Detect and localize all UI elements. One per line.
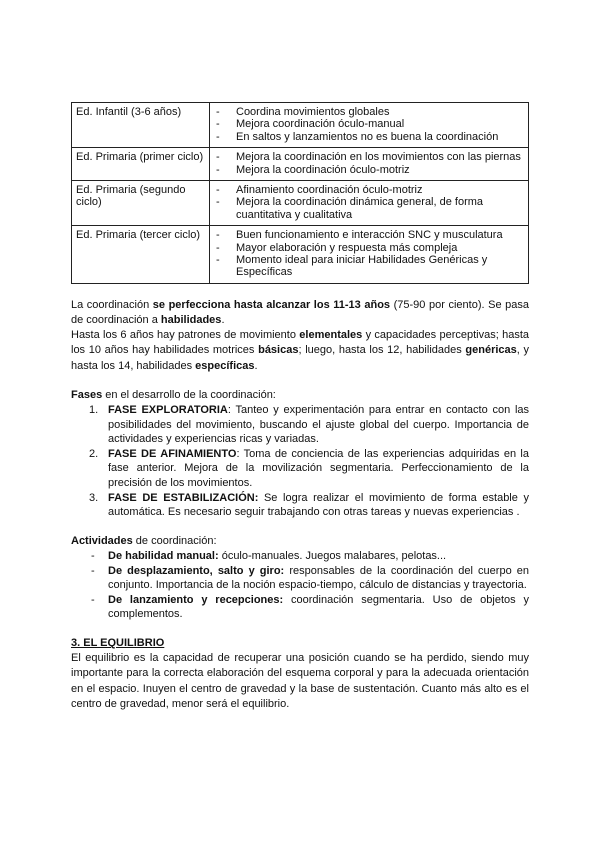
stage-cell: Ed. Primaria (primer ciclo)	[72, 148, 210, 181]
activities-heading: Actividades de coordinación:	[71, 534, 217, 547]
document-page	[71, 102, 529, 712]
coordination-stages-table	[71, 102, 529, 284]
table-row	[72, 103, 529, 148]
intro-paragraph-1: La coordinación se perfecciona hasta alcanzar los 11-13 años (75-90 por ciento). Se pasa de coordinación a habilidades.	[71, 298, 529, 327]
activities-list	[71, 549, 529, 622]
intro-paragraph-2: Hasta los 6 años hay patrones de movimiento elementales y capacidades perceptivas; hasta los 10 años hay habilidades motrices básicas; luego, hasta los 12, habilidades genéricas, y hasta los 14, habilidades específicas.	[71, 329, 530, 372]
list-item: - De habilidad manual: óculo-manuales. Juegos malabares, pelotas...	[91, 550, 447, 563]
list-item: - De desplazamiento, salto y giro: responsables de la coordinación del cuerpo en conjunto. Importancia de la noción espacio-tiempo, cálculo de distancias y trayectoria.	[91, 564, 530, 592]
list-item: 2. FASE DE AFINAMIENTO: Toma de conciencia de las experiencias adquiridas en la fase anterior. Mejora de la movilización segmentaria. Perfeccionamiento de la precisión de los movimientos.	[89, 447, 529, 490]
stage-cell: Ed. Primaria (tercer ciclo)	[72, 226, 210, 284]
characteristics-cell	[210, 103, 529, 148]
phases-heading: Fases en el desarrollo de la coordinación:	[71, 388, 276, 401]
table-row	[72, 148, 529, 181]
stage-cell: Ed. Primaria (segundo ciclo)	[72, 181, 210, 226]
characteristics-cell	[210, 181, 529, 226]
list-item: - Mejora la coordinación en los movimientos con las piernas	[214, 151, 524, 163]
characteristics-cell	[210, 226, 529, 284]
equilibrio-paragraph: El equilibrio es la capacidad de recuperar una posición cuando se ha perdido, siendo muy importante para la correcta elaboración del esquema corporal y para la adecuada orientación en el espacio. Inuyen el centro de gravedad y la base de sustentación. Cuanto más alto es el centro de gravedad, menor será el equilibrio.	[71, 652, 529, 710]
list-item: - Buen funcionamiento e interacción SNC y musculatura	[214, 229, 524, 241]
table-row	[72, 226, 529, 284]
list-item: - De lanzamiento y recepciones: coordinación segmentaria. Uso de objetos y complementos.	[91, 593, 529, 621]
section-heading: 3. EL EQUILIBRIO	[71, 637, 165, 650]
stage-cell: Ed. Infantil (3-6 años)	[72, 103, 210, 148]
list-item: - Mejora coordinación óculo-manual	[214, 118, 524, 130]
phases-list	[71, 403, 529, 520]
list-item: - Mejora la coordinación óculo-motriz	[214, 164, 524, 176]
list-item: 3. FASE DE ESTABILIZACIÓN: Se logra realizar el movimiento de forma estable y automática. Es necesario seguir trabajando con otras tareas y nuevas experiencias .	[89, 491, 529, 519]
list-item: 1. FASE EXPLORATORIA: Tanteo y experimentación para entrar en contacto con las posibilidades del movimiento, buscando el ajuste global del cuerpo. Importancia de actividades y experiencias ricas y variadas.	[89, 404, 530, 446]
list-item: - Momento ideal para iniciar Habilidades Genéricas y Específicas	[214, 254, 524, 279]
list-item: - Afinamiento coordinación óculo-motriz	[214, 184, 524, 196]
list-item: - Mayor elaboración y respuesta más compleja	[214, 242, 524, 254]
list-item: - Mejora la coordinación dinámica general, de forma cuantitativa y cualitativa	[214, 196, 524, 221]
list-item: - Coordina movimientos globales	[214, 106, 524, 118]
characteristics-cell	[210, 148, 529, 181]
list-item: - En saltos y lanzamientos no es buena la coordinación	[214, 131, 524, 143]
table-row	[72, 181, 529, 226]
